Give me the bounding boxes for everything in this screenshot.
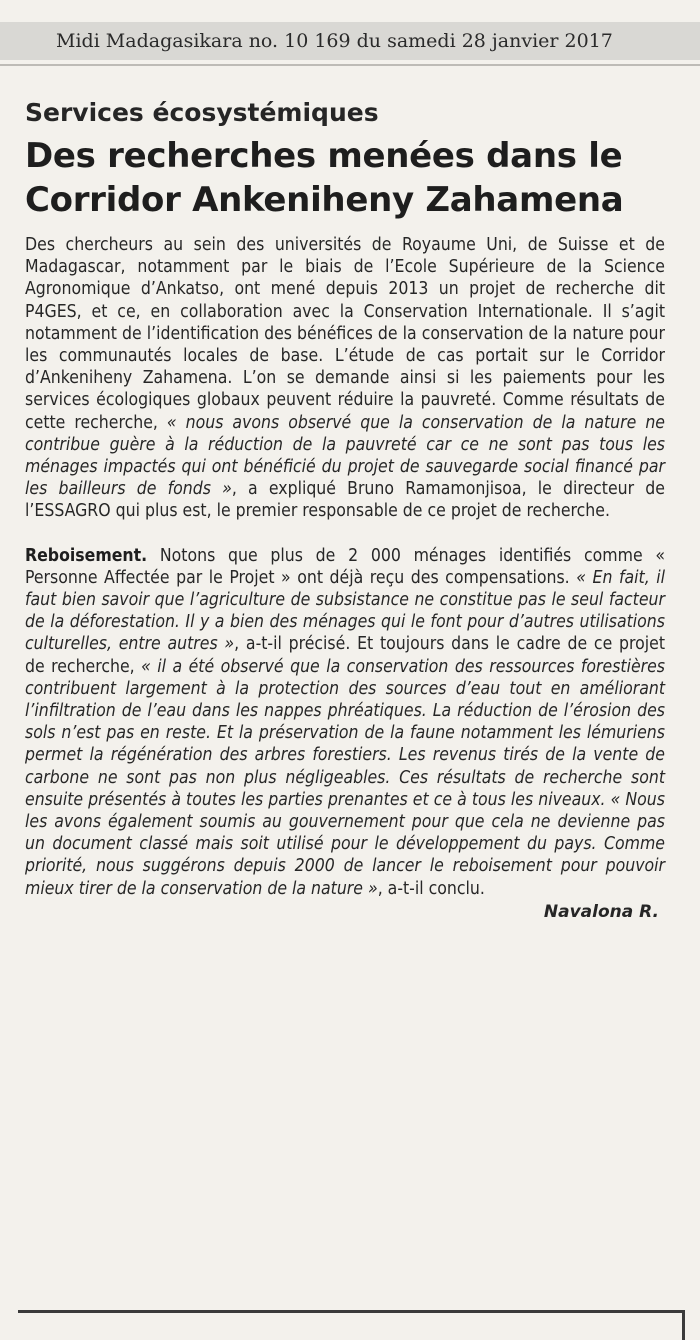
paragraph-2-lead-in: Reboisement. <box>25 545 148 566</box>
paragraph-2-end: , a-t-il conclu. <box>377 878 485 899</box>
article-paragraph-2 <box>25 545 665 900</box>
masthead-text: Midi Madagasikara no. 10 169 du samedi 28 janvier 2017 <box>56 30 613 52</box>
article-byline: Navalona R. <box>543 901 659 922</box>
article-headline: Des recherches menées dans le Corridor Ankeniheny Zahamena <box>25 136 624 220</box>
bottom-border-corner <box>682 1310 685 1340</box>
article-kicker: Services écosystémiques <box>25 98 379 127</box>
paragraph-2-text: Notons que plus de 2 000 ménages identifiés comme « Personne Affectée par le Projet » ont déjà reçu des compensations. <box>25 545 665 588</box>
paragraph-2-quote-1: « En fait, il faut bien savoir que l’agriculture de subsistance ne constitue pas le seul facteur de la déforestation. Il y a bien des ménages qui le font pour d’autres utilisations culturelles, entre autres » <box>25 567 665 655</box>
paragraph-2-mid: , a-t-il précisé. Et toujours dans le cadre de ce projet de recherche, <box>25 634 665 677</box>
paragraph-1-quote: « nous avons observé que la conservation de la nature ne contribue guère à la réduction de la pauvreté car ce ne sont pas tous les ménages impactés qui ont bénéficié du projet de sauvegarde social financé par les bailleurs de fonds » <box>25 412 665 500</box>
paragraph-1-end: , a expliqué Bruno Ramamonjisoa, le directeur de l’ESSAGRO qui plus est, le premier responsable de ce projet de recherche. <box>25 479 665 522</box>
paragraph-2-quote-2: « il a été observé que la conservation des ressources forestières contribuent largement à la protection des sources d’eau tout en améliorant l’infiltration de l’eau dans les nappes phréatiques. La réduction de l’érosion des sols n’est pas en reste. Et la préservation de la faune notamment les lémuriens permet la régénération des arbres forestiers. Les revenus tirés de la vente de carbone ne sont pas non plus négligeables. Ces résultats de recherche sont ensuite présentés à toutes les parties prenantes et ce à tous les niveaux. « Nous les avons également soumis au gouvernement pour que cela ne devienne pas un document classé mais soit utilisé pour le développement du pays. Comme priorité, nous suggérons depuis 2000 de lancer le reboisement pour pouvoir mieux tirer de la conservation de la nature » <box>25 656 665 899</box>
article <box>25 96 665 922</box>
masthead <box>0 22 700 60</box>
paragraph-1-text: Des chercheurs au sein des universités de Royaume Uni, de Suisse et de Madagascar, notamment par le biais de l’Ecole Supérieure de la Science Agronomique d’Ankatso, ont mené depuis 2013 un projet de recherche dit P4GES, et ce, en collaboration avec la Conservation Internationale. Il s’agit notamment de l’identification des bénéfices de la conservation de la nature pour les communautés locales de base. L’étude de cas portait sur le Corridor d’Ankeniheny Zahamena. L’on se demande ainsi si les paiements pour les services écologiques globaux peuvent réduire la pauvreté. Comme résultats de cette recherche, <box>25 235 665 433</box>
article-paragraph-1 <box>25 234 665 523</box>
bottom-border <box>18 1310 682 1313</box>
masthead-divider <box>0 64 700 66</box>
